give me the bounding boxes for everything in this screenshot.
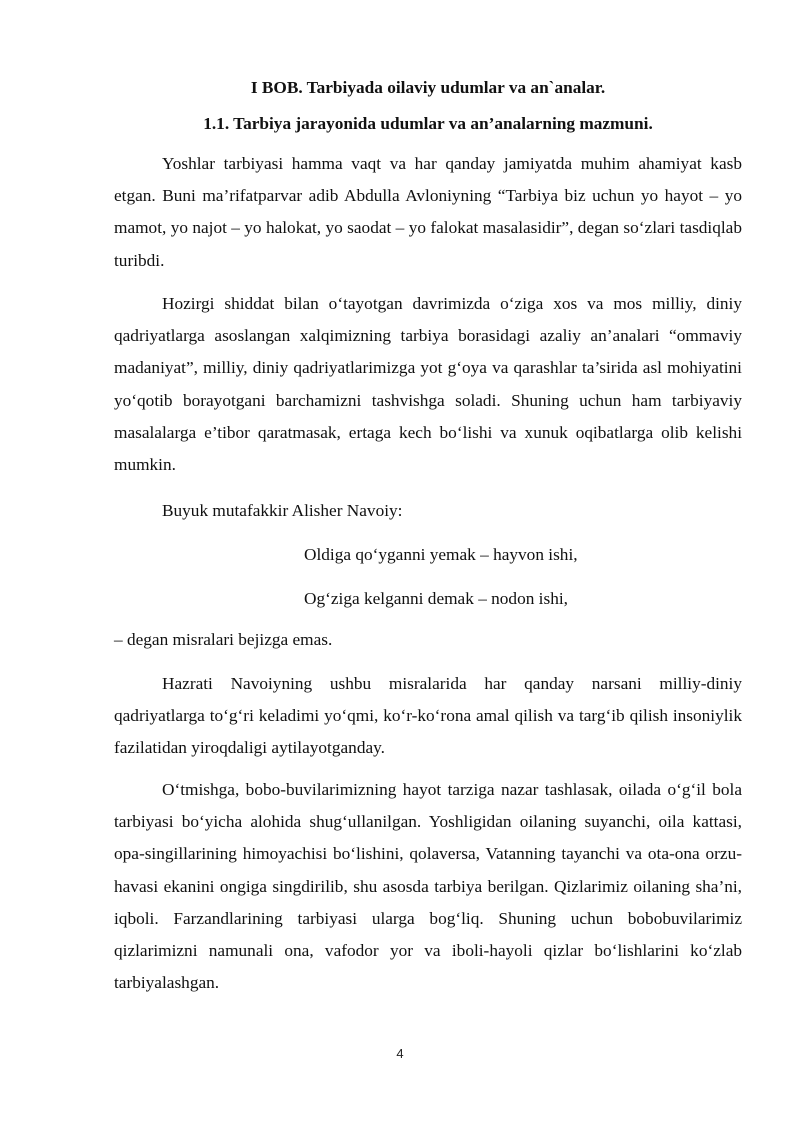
poem-line-1: Oldiga qo‘yganni yemak – hayvon ishi,	[304, 545, 578, 564]
paragraph-4	[114, 624, 742, 656]
paragraph-4-text: – degan misralari bejizga emas.	[114, 630, 333, 649]
section-title: 1.1. Tarbiya jarayonida udumlar va an’analarning mazmuni.	[203, 114, 653, 133]
paragraph-6	[114, 774, 742, 999]
poem-line-2: Og‘ziga kelganni demak – nodon ishi,	[304, 589, 568, 608]
paragraph-5-text: Hazrati Navoiyning ushbu misralarida har qanday narsani milliy-diniy qadriyatlarga to‘g‘ri keladimi yo‘qmi, ko‘r-ko‘rona amal qilish va targ‘ib qilish insoniylik fazilatidan yiroqdaligi aytilayotganday.	[114, 674, 742, 758]
paragraph-3-text: Buyuk mutafakkir Alisher Navoiy:	[162, 501, 403, 520]
paragraph-5	[114, 668, 742, 765]
paragraph-3	[114, 495, 742, 527]
chapter-title: I BOB. Tarbiyada oilaviy udumlar va an`analar.	[250, 78, 606, 97]
paragraph-6-text: O‘tmishga, bobo-buvilarimizning hayot tarziga nazar tashlasak, oilada o‘g‘il bola tarbiyasi bo‘yicha alohida shug‘ullanilgan. Yoshligidan oilaning suyanchi, oila kattasi, opa-singillarining himoyachisi bo‘lishini, qolaversa, Vatanning tayanchi va ota-ona orzu-havasi ekanini ongiga singdirilib, shu asosda tarbiya berilgan. Qizlarimiz oilaning sha’ni, iqboli. Farzandlarining tarbiyasi ularga bog‘liq. Shuning uchun bobobuvilarimiz qizlarimizni namunali ona, vafodor yor va iboli-hayoli qizlar bo‘lishlarini ko‘zlab tarbiyalashgan.	[114, 780, 742, 993]
paragraph-1	[114, 148, 742, 277]
paragraph-1-text: Yoshlar tarbiyasi hamma vaqt va har qanday jamiyatda muhim ahamiyat kasb etgan. Buni ma’rifatparvar adib Abdulla Avloniyning “Tarbiya biz uchun yo hayot – yo mamot, yo najot – yo halokat, yo saodat – yo falokat masalasidir”, degan so‘zlari tasdiqlab turibdi.	[114, 154, 742, 270]
paragraph-2	[114, 288, 742, 481]
page-number: 4	[396, 1046, 404, 1061]
paragraph-2-text: Hozirgi shiddat bilan o‘tayotgan davrimizda o‘ziga xos va mos milliy, diniy qadriyatlarga asoslangan xalqimizning tarbiya borasidagi azaliy an’analari “ommaviy madaniyat”, milliy, diniy qadriyatlarimizga yot g‘oya va qarashlar ta’sirida asl mohiyatini yo‘qotib borayotgani barchamizni tashvishga soladi. Shuning uchun ham tarbiyaviy masalalarga e’tibor qaratmasak, ertaga kech bo‘lishi va xunuk oqibatlarga olib kelishi mumkin.	[114, 294, 742, 475]
